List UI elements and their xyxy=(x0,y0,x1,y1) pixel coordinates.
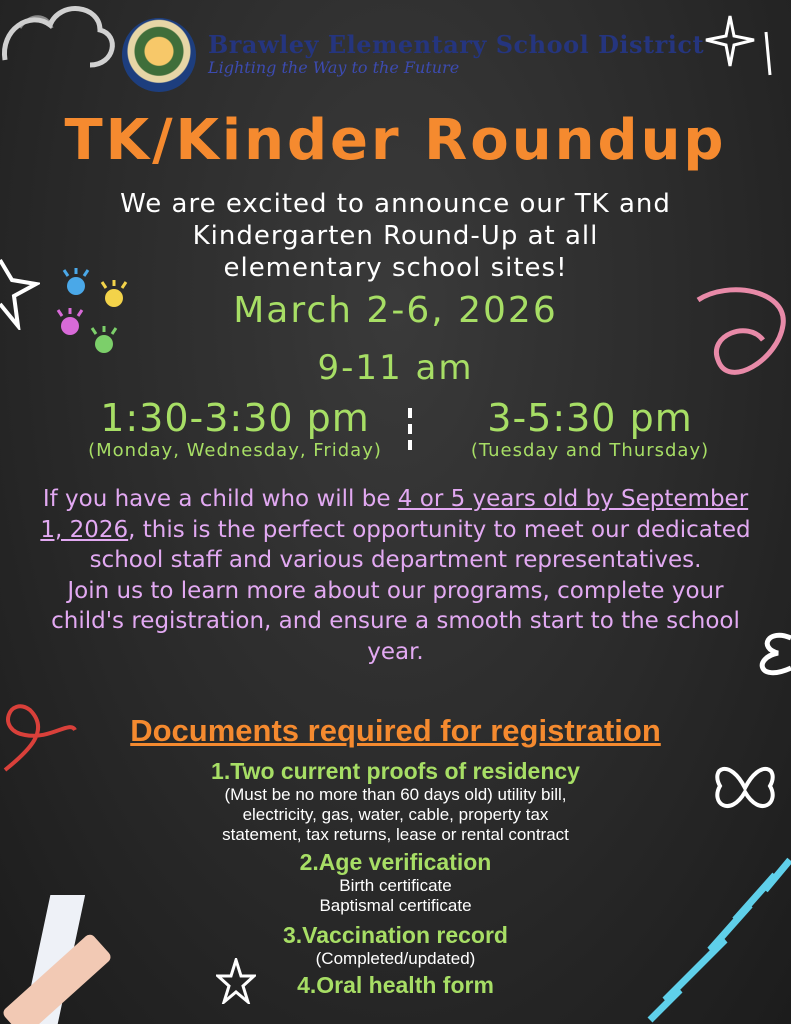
district-tagline: Lighting the Way to the Future xyxy=(208,58,460,77)
afternoon-time-mwf: 1:30-3:30 pm xyxy=(100,396,370,440)
intro-line: Kindergarten Round-Up at all xyxy=(192,221,599,251)
document-heading: 4.Oral health form xyxy=(297,972,494,998)
document-heading: 1.Two current proofs of residency xyxy=(211,758,580,784)
paragraph-text: , this is the perfect opportunity to meet our dedicated school staff and various department representatives. xyxy=(89,516,751,573)
intro-line: We are excited to announce our TK and xyxy=(120,189,671,219)
document-heading: 2.Age verification xyxy=(299,849,492,875)
flower-doodle-icon xyxy=(748,608,791,688)
document-heading: 3.Vaccination record xyxy=(283,922,508,948)
district-seal-logo xyxy=(122,18,196,92)
document-detail: Baptismal certificate xyxy=(319,896,472,915)
intro-line: elementary school sites! xyxy=(223,253,568,283)
documents-title: Documents required for registration xyxy=(130,713,661,748)
page-title: TK/Kinder Roundup xyxy=(64,108,727,173)
info-paragraph xyxy=(40,484,751,667)
afternoon-days-mwf: (Monday, Wednesday, Friday) xyxy=(88,440,382,461)
afternoon-days-tt: (Tuesday and Thursday) xyxy=(470,440,710,461)
time-divider xyxy=(408,408,412,452)
paragraph-text: If you have a child who will be xyxy=(42,486,398,512)
document-item-vaccination xyxy=(0,922,791,969)
document-detail: Birth certificate xyxy=(339,876,452,895)
age-requirement: 4 or 5 years old by September 1, 2026 xyxy=(40,486,749,543)
document-item-residency xyxy=(0,758,791,845)
event-dates: March 2-6, 2026 xyxy=(233,290,558,331)
document-detail: (Must be no more than 60 days old) utility bill, xyxy=(224,785,567,804)
document-detail: electricity, gas, water, cable, property tax xyxy=(242,805,549,824)
cloud-doodle-icon xyxy=(0,0,120,80)
district-name: Brawley Elementary School District xyxy=(208,30,705,59)
document-item-oral-health xyxy=(0,972,791,999)
document-detail: (Completed/updated) xyxy=(315,949,476,968)
morning-time: 9-11 am xyxy=(317,348,474,388)
document-item-age xyxy=(0,849,791,916)
intro-text xyxy=(0,188,791,284)
document-detail: statement, tax returns, lease or rental contract xyxy=(222,825,569,844)
paragraph-line2: Join us to learn more about our programs, complete your child's registration, and ensure a smooth start to the school year. xyxy=(51,577,740,665)
afternoon-time-tt: 3-5:30 pm xyxy=(487,396,693,440)
